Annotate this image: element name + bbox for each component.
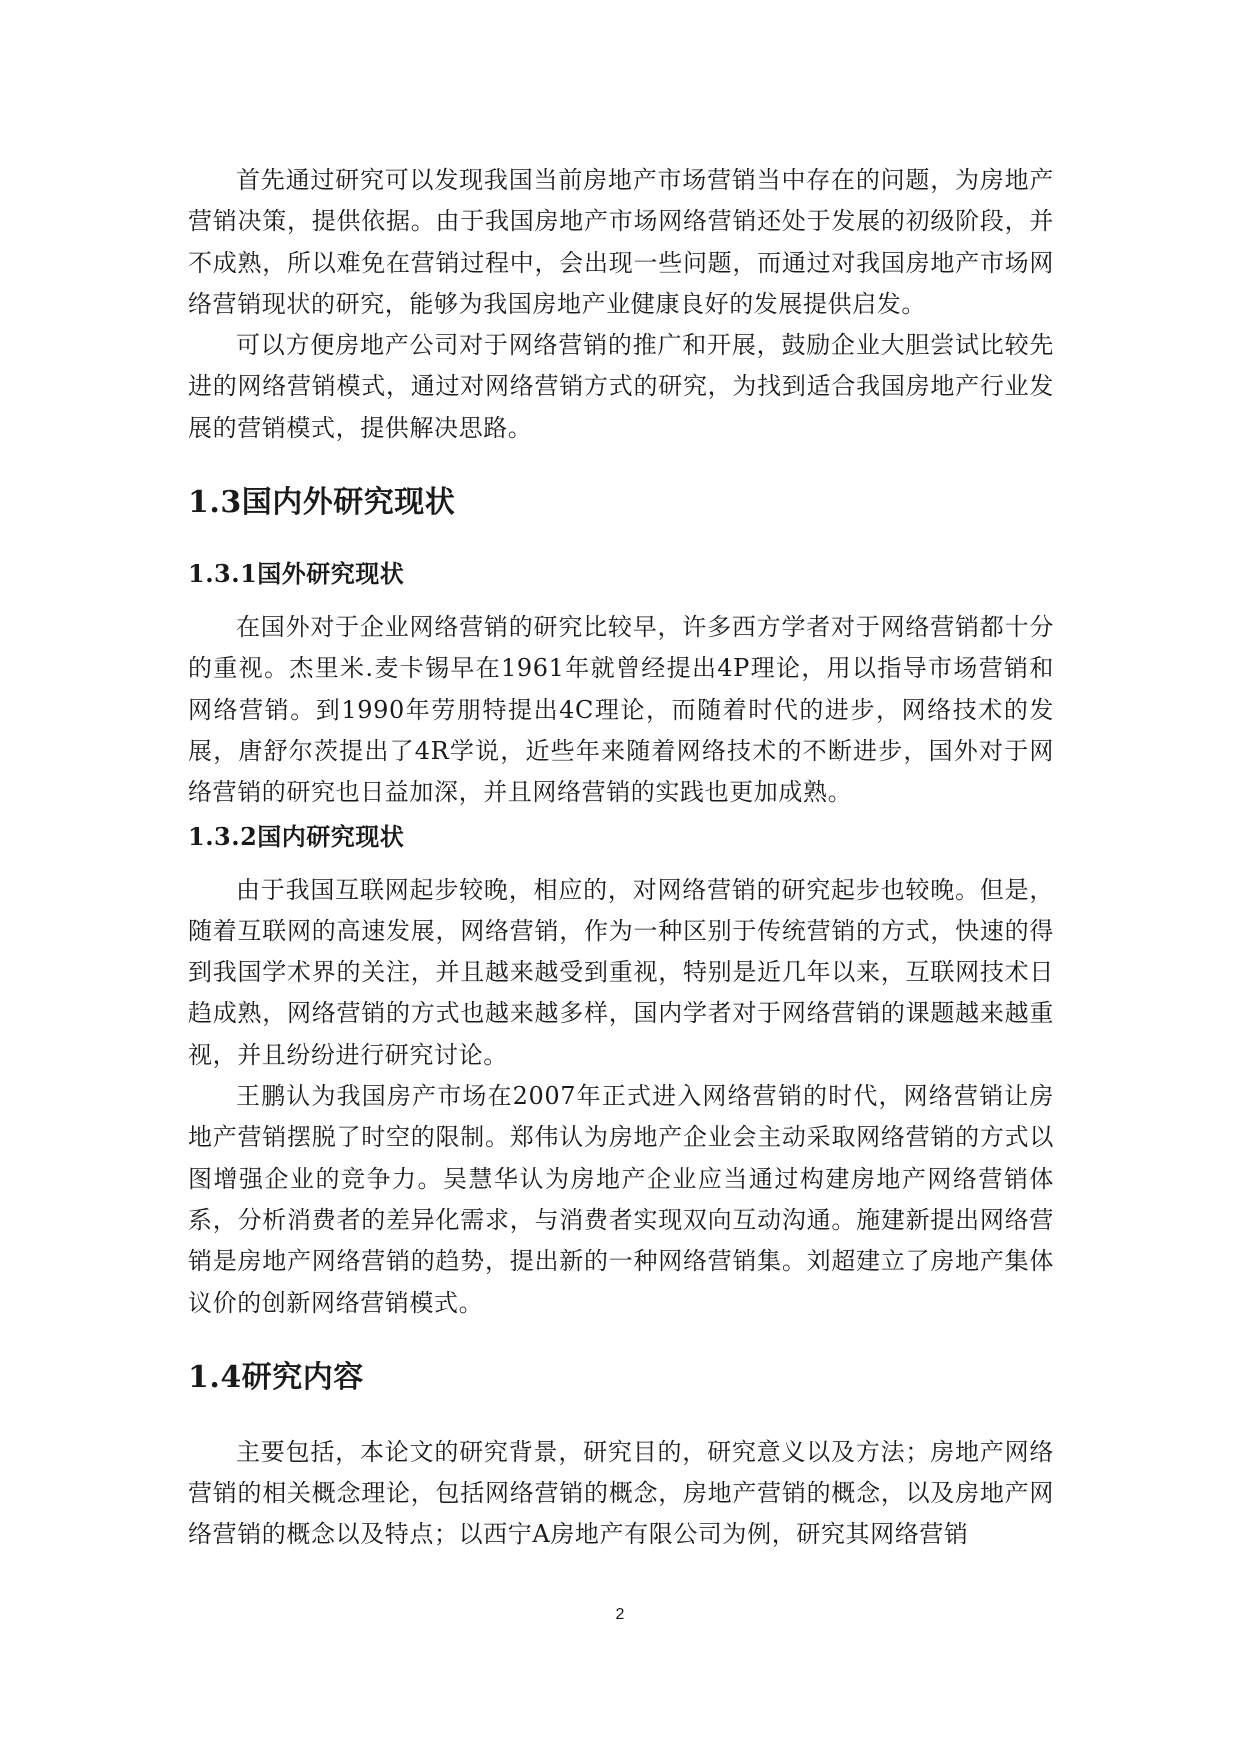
page-body (188, 160, 1054, 1556)
section-heading-1-4: 1.4研究内容 (188, 1359, 364, 1395)
page-number: 2 (615, 1606, 625, 1623)
body-paragraph: 由于我国互联网起步较晚，相应的，对网络营销的研究起步也较晚。但是，随着互联网的高速发展，网络营销，作为一种区别于传统营销的方式，快速的得到我国学术界的关注，并且越来越受到重视，特别是近几年以来，互联网技术日趋成熟，网络营销的方式也越来越多样，国内学者对于网络营销的课题越来越重视，并且纷纷进行研究讨论。 (188, 875, 1054, 1069)
body-paragraph: 王鹏认为我国房产市场在2007年正式进入网络营销的时代，网络营销让房地产营销摆脱了时空的限制。郑伟认为房地产企业会主动采取网络营销的方式以图增强企业的竞争力。吴慧华认为房地产企业应当通过构建房地产网络营销体系，分析消费者的差异化需求，与消费者实现双向互动沟通。施建新提出网络营销是房地产网络营销的趋势，提出新的一种网络营销集。刘超建立了房地产集体议价的创新网络营销模式。 (188, 1082, 1054, 1317)
body-paragraph: 在国外对于企业网络营销的研究比较早，许多西方学者对于网络营销都十分的重视。杰里米.麦卡锡早在1961年就曾经提出4P理论，用以指导市场营销和网络营销。到1990年劳朋特提出4C理论，而随着时代的进步，网络技术的发展，唐舒尔茨提出了4R学说，近些年来随着网络技术的不断进步，国外对于网络营销的研究也日益加深，并且网络营销的实践也更加成熟。 (188, 613, 1054, 807)
body-paragraph: 主要包括，本论文的研究背景，研究目的，研究意义以及方法；房地产网络营销的相关概念理论，包括网络营销的概念，房地产营销的概念，以及房地产网络营销的概念以及特点；以西宁A房地产有限公司为例，研究其网络营销 (188, 1437, 1054, 1549)
section-heading-1-3: 1.3国内外研究现状 (188, 485, 456, 521)
subsection-heading-1-3-1: 1.3.1国外研究现状 (188, 559, 405, 589)
body-paragraph: 可以方便房地产公司对于网络营销的推广和开展，鼓励企业大胆尝试比较先进的网络营销模式，通过对网络营销方式的研究，为找到适合我国房地产行业发展的营销模式，提供解决思路。 (188, 331, 1054, 442)
body-paragraph: 首先通过研究可以发现我国当前房地产市场营销当中存在的问题，为房地产营销决策，提供依据。由于我国房地产市场网络营销还处于发展的初级阶段，并不成熟，所以难免在营销过程中，会出现一些问题，而通过对我国房地产市场网络营销现状的研究，能够为我国房地产业健康良好的发展提供启发。 (188, 166, 1054, 318)
subsection-heading-1-3-2: 1.3.2国内研究现状 (188, 821, 405, 851)
